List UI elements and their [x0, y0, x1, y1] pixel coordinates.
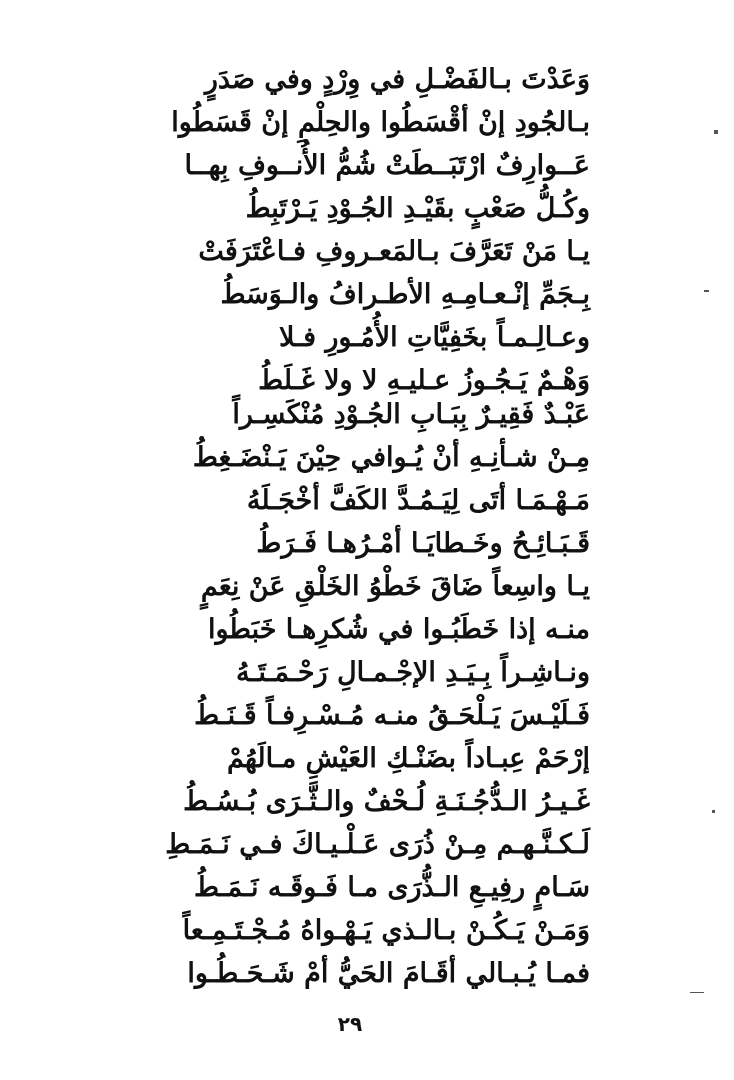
- poem-line-19: لَـكـنَّـهـم مِـنْ ذُرَى عَـلْـيـاكَ فـي نَـمَـطِ: [165, 829, 590, 860]
- poem-line-17: إرْحَمْ عِبـاداً بضَنْـكِ العَيْشِ مـالَهُمْ: [226, 743, 590, 774]
- poem-line-11: مَـهْـمَـا أتَى لِيَـمُـدَّ الكَفَّ أخْجَـلَهُ: [246, 485, 590, 516]
- poem-line-18: غَـيـرُ الـدُّجُـنَـةِ لُـحْفٌ والـثَّـرَى بُـسُـطُ: [183, 786, 590, 817]
- page-number: ٢٩: [337, 1012, 363, 1036]
- poem-line-6: بِـجَمِّ إنْـعـامِـهِ الأطـرافُ والـوَسَطُ: [220, 279, 590, 310]
- poem-line-4: وكُـلُّ صَعْبٍ بقَيْـدِ الجُـوْدِ يَـرْتَبِطُ: [245, 193, 590, 224]
- poem-line-15: ونـاشِـراً بِـيَـدِ الإجْـمـالِ رَحْـمَـتَـهُ: [235, 657, 590, 688]
- poem-line-13: يـا واسِعاً ضَاقَ خَطْوُ الخَلْقِ عَنْ نِعَمٍ: [200, 571, 590, 602]
- poem-line-16: فَـلَيْـسَ يَـلْحَـقُ منـه مُـسْـرِفـاً قَـنَـطُ: [194, 700, 590, 731]
- scan-speck: [704, 290, 709, 292]
- poem-line-12: قَـبَـائِـحُ وخَـطايَـا أمْـرُهـا فَـرَطُ: [256, 528, 590, 559]
- scan-speck: [714, 130, 718, 134]
- poem-line-10: مِـنْ شـأنِـهِ أنْ يُـوافي حِيْنَ يَـنْضَـغِطُ: [192, 442, 590, 473]
- poem-line-7: وعـالِـمـاً بخَفِيَّاتِ الأُمُـورِ فـلا: [279, 322, 590, 353]
- scan-speck: [690, 992, 704, 993]
- poem-line-3: عَــوارِفٌ ارْتَبَــطَتْ شُمُّ الأُنــوفِ بِهــا: [184, 150, 590, 181]
- poem-line-1: وَعَدْتَ بـالفَضْـلِ في وِرْدٍ وفي صَدَرٍ: [204, 64, 590, 95]
- poem-line-8: وَهْـمٌ يَـجُـوزُ عـليـهِ لا ولا غَـلَطُ: [258, 365, 590, 396]
- poem-line-5: يـا مَنْ تَعَرَّفَ بـالمَعـروفِ فـاعْتَرَفَتْ: [198, 236, 590, 267]
- poem-line-14: منـه إذا خَطَبُـوا في شُكرِهـا خَبَطُوا: [207, 614, 590, 645]
- poem-line-21: وَمَـنْ يَـكُـنْ بـالـذي يَـهْـواهُ مُـجْـتَـمِـعاً: [182, 915, 590, 946]
- poem-line-20: سَـامٍ رفِيـعِ الـذُّرَى مـا فَـوقَـه نَـمَـطُ: [193, 872, 590, 903]
- scan-speck: [712, 810, 715, 813]
- poem-line-2: بـالجُودِ إنْ أقْسَطُوا والحِلْمِ إنْ قَسَطُوا: [171, 107, 590, 138]
- poem-line-9: عَبْـدٌ فَقِيـرٌ بِبَـابِ الجُـوْدِ مُنْكَسِـراً: [232, 399, 590, 430]
- poem-line-22: فمـا يُـبـالي أقَـامَ الحَيُّ أمْ شَـحَـطُـوا: [187, 958, 590, 989]
